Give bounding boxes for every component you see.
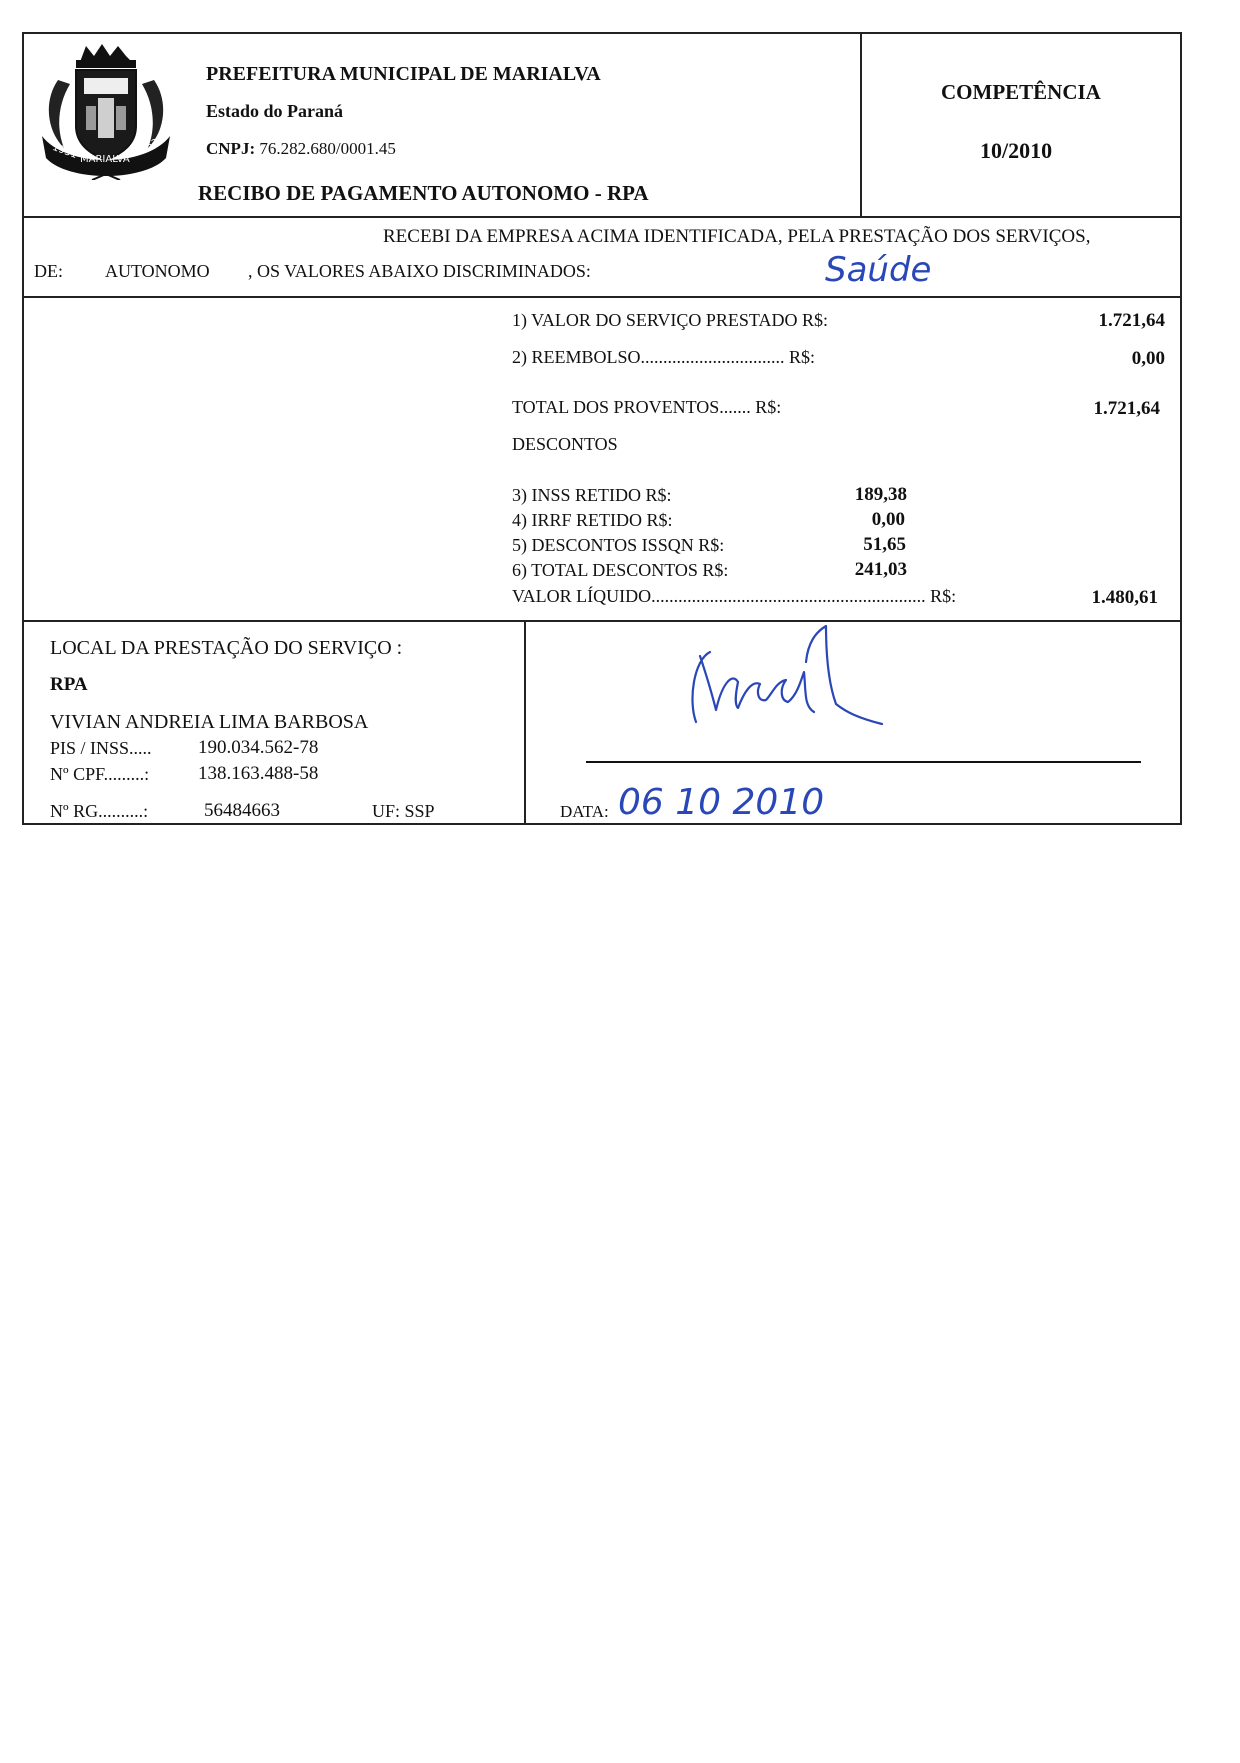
cnpj-label: CNPJ: [206, 139, 256, 158]
document-title: RECIBO DE PAGAMENTO AUTONOMO - RPA [198, 181, 649, 205]
seal-year-right: 1952 [132, 137, 161, 158]
values-bottom-rule [22, 620, 1182, 622]
local-value: RPA [50, 674, 88, 695]
servico-value: 1.721,64 [1098, 310, 1165, 331]
rg-label: Nº RG..........: [50, 801, 149, 821]
de-value: AUTONOMO [105, 261, 210, 281]
footer-divider [524, 620, 526, 825]
uf-value: SSP [404, 801, 435, 821]
total-proventos-label: TOTAL DOS PROVENTOS....... R$: [512, 397, 782, 417]
desconto-total-value: 241,03 [854, 559, 907, 580]
signature-line [586, 761, 1141, 763]
local-label: LOCAL DA PRESTAÇÃO DO SERVIÇO : [50, 637, 403, 659]
reembolso-value: 0,00 [1131, 348, 1165, 369]
cpf-label: Nº CPF.........: [50, 764, 150, 784]
pis-value: 190.034.562-78 [198, 737, 319, 758]
state-name: Estado do Paraná [206, 101, 344, 121]
pis-label: PIS / INSS..... [50, 738, 152, 758]
uf-line [372, 801, 435, 822]
total-proventos-value: 1.721,64 [1093, 398, 1160, 419]
cnpj-line [206, 139, 396, 159]
desconto-issqn-label: 5) DESCONTOS ISSQN R$: [512, 535, 725, 555]
statement-line-2: , OS VALORES ABAIXO DISCRIMINADOS: [248, 261, 591, 281]
cpf-value: 138.163.488-58 [198, 763, 319, 784]
date-value: 06 10 2010 [618, 782, 825, 823]
municipality-title: PREFEITURA MUNICIPAL DE MARIALVA [206, 63, 601, 85]
header-divider [860, 32, 862, 218]
handwritten-service: Saúde [825, 250, 932, 290]
desconto-inss-value: 189,38 [854, 484, 907, 505]
desconto-irrf-label: 4) IRRF RETIDO R$: [512, 510, 673, 530]
rg-value: 56484663 [204, 800, 280, 821]
servico-label: 1) VALOR DO SERVIÇO PRESTADO R$: [512, 310, 828, 330]
cnpj-value: 76.282.680/0001.45 [259, 139, 396, 158]
liquido-label: VALOR LÍQUIDO............................................................. R$: [512, 586, 957, 606]
seal-ribbon-text: MARIALVA [80, 154, 130, 165]
liquido-value: 1.480,61 [1091, 587, 1158, 608]
uf-label: UF: [372, 801, 401, 821]
provider-name: VIVIAN ANDREIA LIMA BARBOSA [50, 711, 369, 733]
de-label: DE: [34, 261, 63, 281]
desconto-total-label: 6) TOTAL DESCONTOS R$: [512, 560, 729, 580]
reembolso-label: 2) REEMBOLSO................................ R$: [512, 347, 816, 367]
statement-line-1: RECEBI DA EMPRESA ACIMA IDENTIFICADA, PELA PRESTAÇÃO DOS SERVIÇOS, [383, 226, 1091, 247]
desconto-irrf-value: 0,00 [871, 509, 905, 530]
desconto-inss-label: 3) INSS RETIDO R$: [512, 485, 672, 505]
statement-bottom-rule [22, 296, 1182, 298]
date-label: DATA: [560, 802, 609, 821]
competencia-value: 10/2010 [980, 138, 1053, 163]
header-bottom-rule [22, 216, 1182, 218]
seal-year-left: 1951 [50, 141, 79, 162]
signature-scribble [676, 622, 896, 732]
competencia-label: COMPETÊNCIA [941, 80, 1101, 104]
descontos-heading: DESCONTOS [512, 434, 618, 454]
desconto-issqn-value: 51,65 [863, 534, 906, 555]
